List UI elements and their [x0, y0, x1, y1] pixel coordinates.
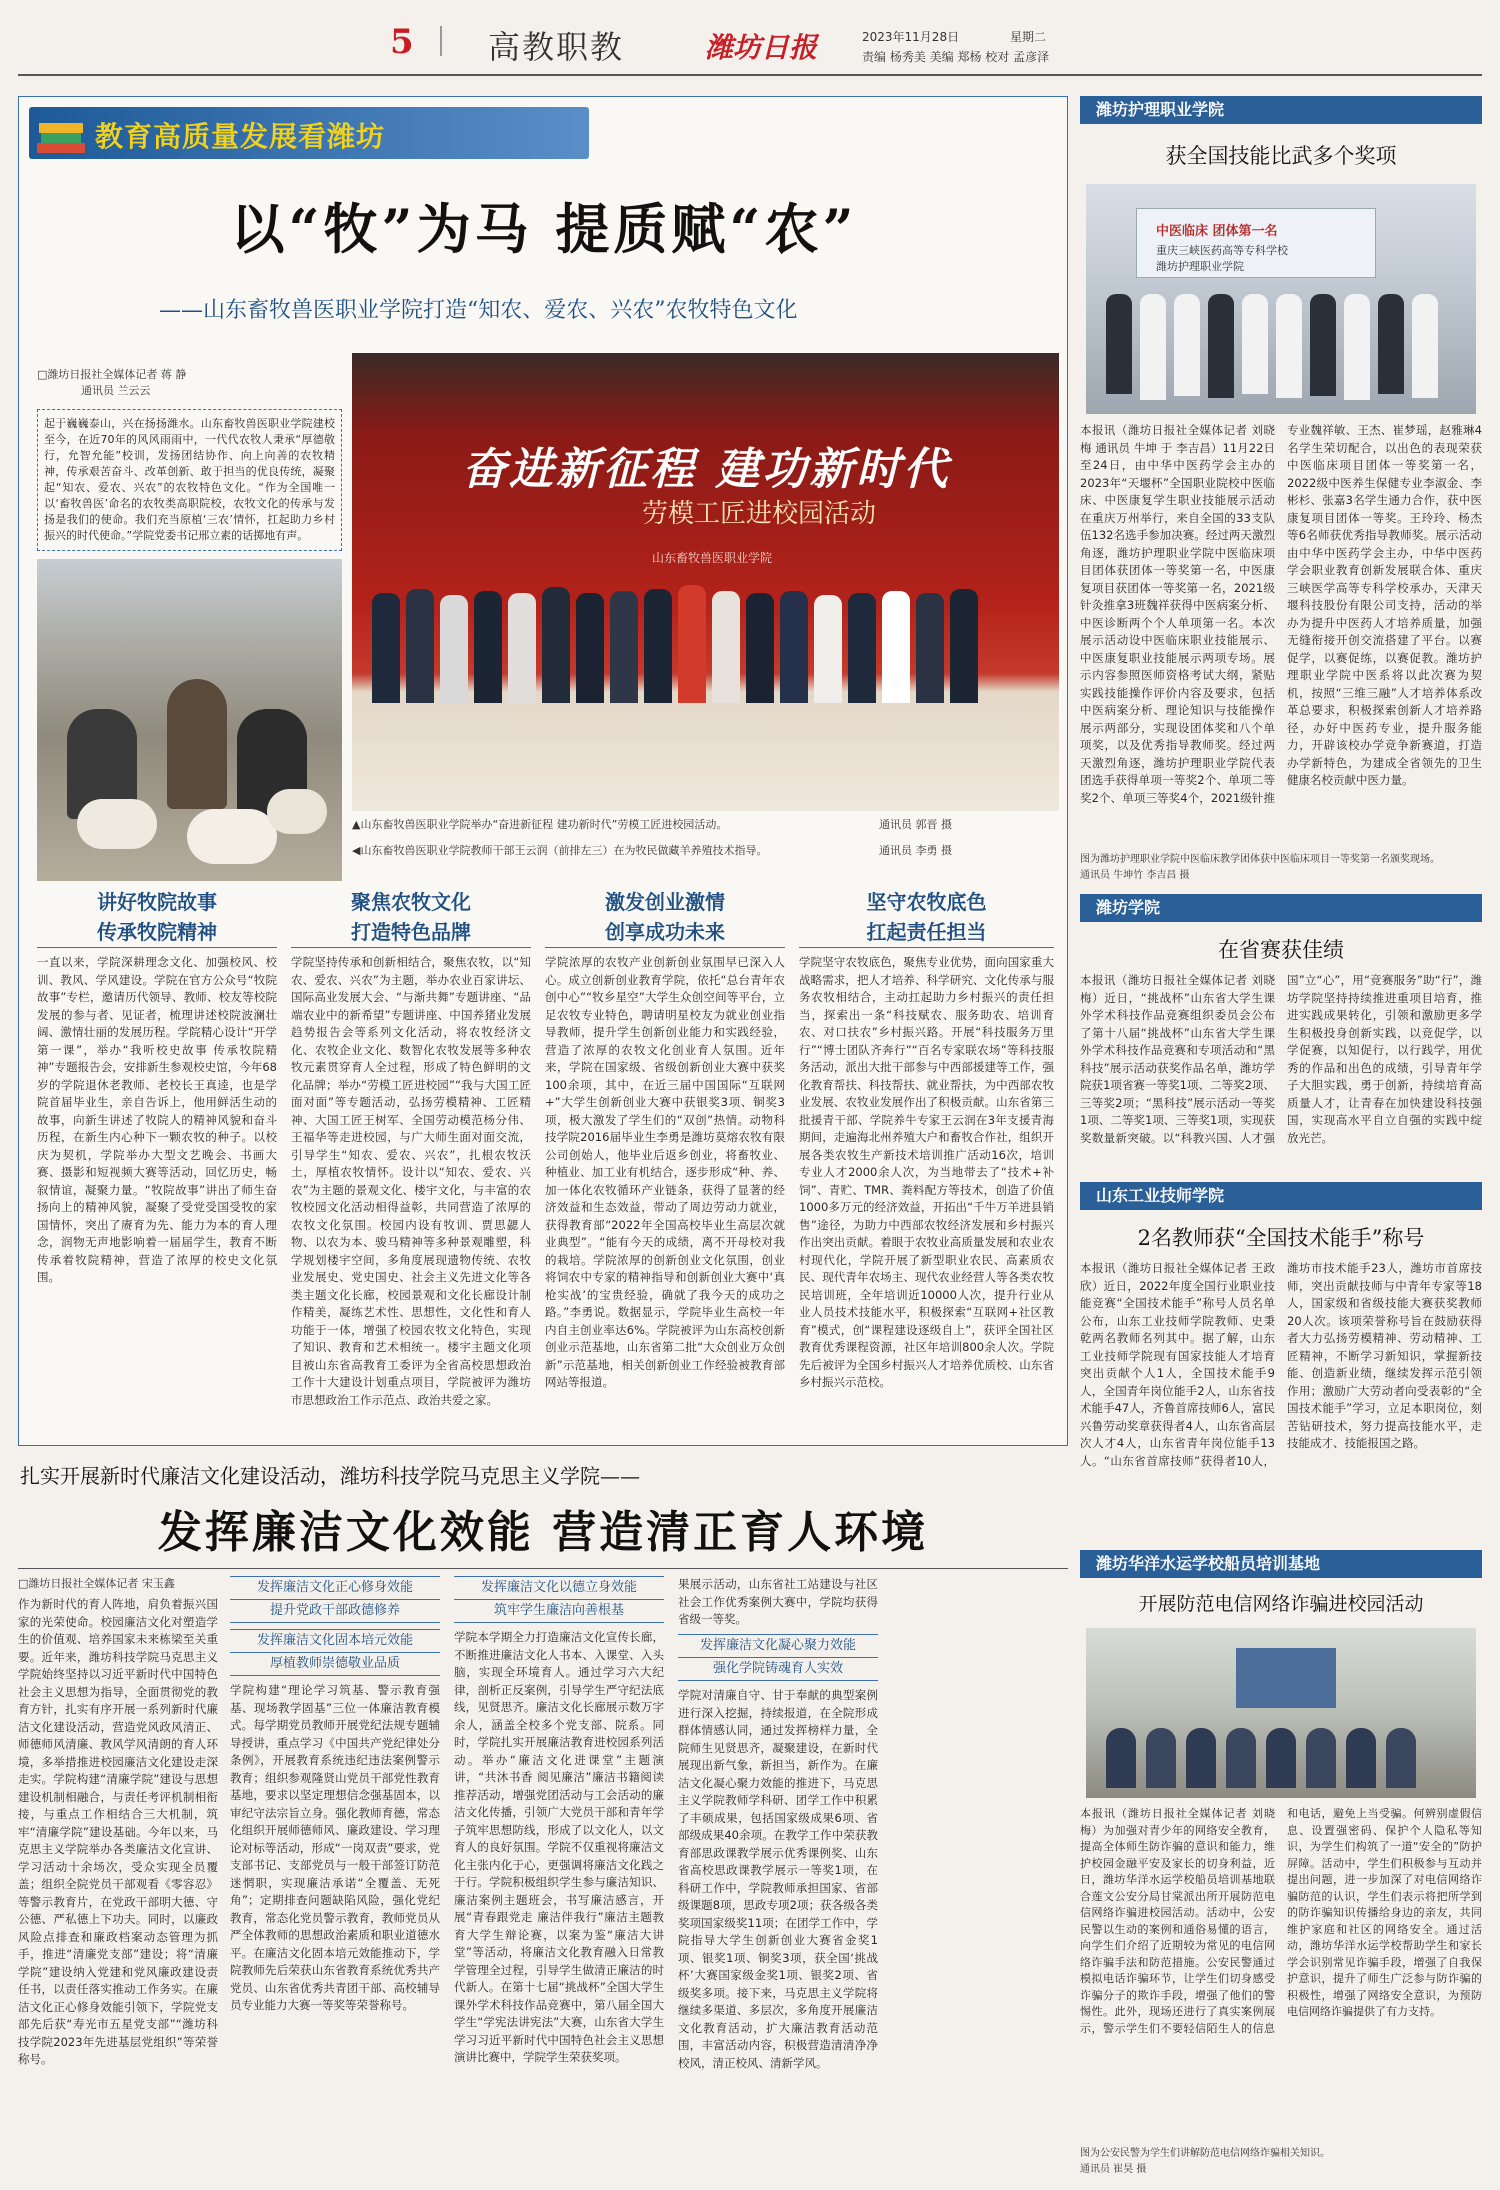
right4-classroom-photo	[1086, 1628, 1476, 1798]
sub-heading-1a: 发挥廉洁文化正心修身效能	[230, 1576, 440, 1600]
stage-banner-line2: 劳模工匠进校园活动	[642, 499, 877, 529]
sub-heading-1b: 提升党政干部政德修养	[230, 1600, 440, 1623]
col4-head-2: 扛起责任担当	[799, 917, 1054, 948]
bottom-text-2: 学院构建“理论学习筑基、警示教育强基、现场教学固基”三位一体廉洁教育模式。每学期党员教师开展党纪法规专题辅导授讲，重点学习《中国共产党纪律处分条例》，开展教育系统违纪违法案例警示教育；组织参观隆贤山党员干部党性教育基地，要求以坚定理想信念强基固本，以审纪守法宗旨立身。强化教师育德，常态化组织开展师德师风、廉政建设、学习理论对标等活动，形成“一岗双责”要求，党支部书记、支部党员与一般干部签订防范迷惘职，实现廉洁承诺“全覆盖、无死角”；定期排查问题缺陷风险，强化党纪教育，常态化党员警示教育，教师党员从严全体教师的思想政治素质和职业道德水平。在廉洁文化固本培元效能推动下，学院教师先后荣获山东省教育系统优秀共产党员、山东省优秀共青团干部、高校辅导员专业能力大赛一等奖等荣誉称号。	[230, 1683, 440, 2012]
lead-sheep-photo	[37, 559, 342, 881]
right2-title: 在省赛获佳绩	[1218, 938, 1344, 962]
right-column	[1080, 96, 1482, 2176]
paper-name: 潍坊日报	[705, 31, 818, 64]
page-number: 5	[390, 22, 414, 62]
lead-title: 以“牧”为马 提质赋“农”	[230, 197, 858, 261]
right1-award-photo	[1086, 184, 1476, 414]
section-tag-maritime-school: 潍坊华洋水运学校船员培训基地	[1080, 1550, 1482, 1578]
banner-text: 教育高质量发展看潍坊	[95, 120, 386, 153]
caption-1-credit: 通讯员 郭晋 摄	[879, 818, 952, 831]
byline-reporter: □潍坊日报社全媒体记者 蒋 静	[37, 368, 187, 381]
stage-banner-small: 山东畜牧兽医职业学院	[652, 551, 773, 565]
caption-1: ▲山东畜牧兽医职业学院举办“奋进新征程 建功新时代”劳模工匠进校园活动。	[352, 818, 728, 831]
weekday: 星期二	[1010, 30, 1047, 44]
right3-text: 本报讯（潍坊日报社全媒体记者 王政欣）近日，2022年度全国行业职业技能竞赛“全国技术能手”称号人员名单公布，山东工业技师学院教师、史秉乾两名教师名列其中。据了解，山东工业技师学院现有国家技能人才培育突出贡献个人1人，全国技术能手9人，全国青年岗位能手2人，山东省技术能手47人，齐鲁首席技师6人，富民兴鲁劳动奖章获得者4人，山东省高层次人才4人，山东省青年岗位能手13人。“山东省首席技师”获得者10人，潍坊市技术能手23人，潍坊市首席技师，突出贡献技师与中青年专家等18人，国家级和省级技能大赛获奖教师20人次。该项荣誉称号旨在鼓励获得者大力弘扬劳模精神、劳动精神、工匠精神，不断学习新知识，掌握新技能、创造新业绩，继续发挥示范引领作用；激励广大劳动者向受表彰的“全国技术能手”学习，立足本职岗位，刻苦钻研技术，努力提高技能水平，走技能成才、技能报国之路。	[1080, 1261, 1482, 1468]
col2-head-1: 聚焦农牧文化	[351, 890, 471, 914]
bottom-text-4: 学院对清廉自守、甘于奉献的典型案例进行深入挖掘，持续报道，在全院形成群体情感认同，通过发挥榜样力量，全院师生见贤思齐，凝聚建设，在新时代展现出新气象，新担当，新作为。在廉洁文化凝心聚力效能的推进下，马克思主义学院教师学科研、团学工作中积累了丰硕成果，包括国家级成果6项、省部级成果40余项。在教学工作中荣获教育部思政课教学展示优秀课例奖、山东省高校思政课教学展示一等奖1项，在科研工作中，学院教师承担国家、省部级课题8项，思政专项2项；获各级各类奖项国家级奖11项；在团学工作中，学院指导大学生创新创业大赛省金奖1项、银奖1项、铜奖3项，获全国‘挑战杯’大赛国家级金奖1项、银奖2项、省级奖多项。接下来，马克思主义学院将继续多渠道、多层次，多角度开展廉洁文化教育活动，扩大廉洁教育活动范围，丰富活动内容，积极营造清清净净校风，清正校风、清新学风。	[678, 1688, 878, 2070]
lead-column-2	[291, 887, 531, 1434]
bottom-kicker: 扎实开展新时代廉洁文化建设活动，潍坊科技学院马克思主义学院——	[20, 1464, 640, 1488]
bottom-text-5: 果展示活动，山东省社工站建设与社区社会工作优秀案例大赛中，学院均获得省级一等奖。	[678, 1577, 878, 1626]
right2-text: 本报讯（潍坊日报社全媒体记者 刘晓梅）近日，“挑战杯”山东省大学生课外学术科技作品竞赛组织委员会公布了第十八届“挑战杯”山东省大学生课外学术科技作品竞赛和专项活动和“黑科技”展示活动获奖作品名单，潍坊学院获1项省赛一等奖1项、二等奖2项、三等奖2项；“黑科技”展示活动一等奖1项、二等奖1项、三等奖1项，实现获奖数量新突破。以“科教兴国、人才强国”立“心”，用“竞赛服务”助“行”，潍坊学院坚持持续推进重项目培育，推进实践成果转化，引领和激励更多学生积极投身创新实践，以竞促学，以学促赛，以知促行，以行践学，用优秀的作品和出色的成绩，引导青年学子大胆实践，勇于创新，持续培育高质量人才，让青春在加快建设科技强国，实现高水平自立自强的实践中绽放光芒。	[1080, 973, 1482, 1145]
section-name: 高教职教	[488, 28, 625, 66]
col4-text: 学院坚守农牧底色，聚焦专业优势，面向国家重大战略需求，把人才培养、科学研究、文化传承与服务农牧相结合，主动扛起助力乡村振兴的责任担当，探索出一条“科技赋农、服务助农、培训育农、对口扶农”乡村振兴路。开展“科技服务万里行”“博士团队齐奔行”“百名专家联农场”等科技服务活动，派出大批干部参与中西部援建等工作，强化教育帮扶、科技帮扶、就业帮扶，为中西部农牧业发展、农牧业发展作出了积极贡献。山东省第三批援青干部、学院养牛专家王云润在3年支援青海期间，走遍海北州养殖大户和畜牧合作社，组织开展各类农牧生产新技术培训推广活动16次，培训专业人才2000余人次，为当地带去了“技术+补饲”、青贮、TMR、粪料配方等技术，创造了价值1000多万元的经济效益，开拓出“千牛万羊进县销售”途径，为助力中西部农牧经济发展和乡村振兴作出突出贡献。着眼于农牧业高质量发展和农业农村现代化，学院开展了新型职业农民、高素质农民、现代青年农场主、现代农业经营人等各类农牧民培训班，全年培训近10000人次，提升行业从业人员技术技能水平，积极探索“互联网+社区教育”模式，创“课程建设逐级自上”，获评全国社区教育优秀课程资源，社区年培训800余人次。学院先后被评为全国乡村振兴人才培养优质校、山东省乡村振兴示范校。	[799, 955, 1054, 1389]
col2-text: 学院坚持传承和创新相结合，聚焦农牧，以“知农、爱农、兴农”为主题，举办农业百家讲坛、国际高业发展大会、“与渐共舞”专题讲座、“品端农业中的新希望”专题讲座、中国养猪业发展趋势报告会等系列文化活动，将农牧经济文化、农牧企业文化、数智化农牧发展等多种农牧元素贯穿育人全过程，形成了特色鲜明的文化品牌；举办“劳模工匠进校园”“我与大国工匠面对面”等专题活动，弘扬劳模精神、工匠精神、大国工匠王树军、全国劳动模范杨分伟、王福华等走进校园，与广大师生面对面交流，引导学生“知农、爱农、兴农”，扎根农牧沃土，厚植农牧情怀。设计以“知农、爱农、兴农”为主题的景观文化、楼宇文化，与丰富的农牧校园文化活动相得益彰，共同营造了浓厚的农牧文化氛围。校园内设有牧训、贾思勰人物、以农为本、骏马精神等多种景观雕塑，科学规划楼宇空间，多角度展现遗物传统、农牧业发展史、党史国史、社会主义先进文化等各类主题文化长廊，校园景观和文化长廊设计制作精美，凝练艺术性、思想性，文化性和育人功能于一体，增强了校园农牧文化特色，实现了知识、教育和艺术相统一。楼宇主题文化项目被山东省高教育工委评为全省高校思想政治工作十大建设计划重点项目，学院被评为潍坊市思想政治工作示范点、政治共爱之家。	[291, 955, 531, 1407]
bottom-rule	[18, 1568, 1068, 1569]
lead-subtitle: ——山东畜牧兽医职业学院打造“知农、爱农、兴农”农牧特色文化	[159, 298, 798, 323]
lead-article	[18, 96, 1068, 1446]
col4-head-1: 坚守农牧底色	[866, 890, 987, 914]
right1-photo-credit: 图为潍坊护理职业学院中医临床教学团体获中医临床项目一等奖第一名颁奖现场。	[1080, 854, 1440, 865]
award-sign-3: 潍坊护理职业学院	[1156, 260, 1244, 273]
bottom-text-3: 学院本学期全力打造廉洁文化宣传长廊，不断推进廉洁文化人书本、入课堂、入头脑，实现全环境育人。通过学习六大纪律，剖析正反案例，引导学生严守纪法底线，见贤思齐。廉洁文化长廊展示数万字余人，涵盖全校多个党支部、院系。同时，学院扎实开展廉洁教育进校园系列活动。举办“廉洁文化进课堂”主题演讲，“共沐书香 阅见廉洁”廉洁书籍阅读推荐活动，增强党团活动与工会活动的廉洁文化传播，引领广大党员干部和青年学子筑牢思想防线，形成了以文化人，以文育人的良好氛围。学院不仅重视将廉洁文化主张内化于心，更强调将廉洁文化践之于行。学院积极组织学生参与廉洁知识、廉洁案例主题班会，书写廉洁感言，开展“青春跟党走 廉洁伴我行”廉洁主题教育大学生辩论赛，以案为鉴“廉洁大讲堂”等活动，将廉洁文化教育融入日常教学管理全过程，引导学生做清正廉洁的时代新人。在第十七届“挑战杯”全国大学生课外学术科技作品竞赛中，第八届全国大学生“学宪法讲宪法”大赛，山东省大学生学习习近平新时代中国特色社会主义思想演讲比赛中，学院学生荣获奖项。	[454, 1630, 664, 2064]
col3-text: 学院浓厚的农牧产业创新创业氛围早已深入人心。成立创新创业教育学院，依托“总台青年农创中心”“牧乡星空”大学生众创空间等平台，立足农牧专业特色，聘请明星校友为就业创业指导教师，提升学生创新创业能力和实践经验，营造了浓厚的农牧文化创业育人氛围。近年来，学院在国家级、省级创新创业大赛中获奖100余项，其中，在近三届中国国际“互联网+”大学生创新创业大赛中获银奖3项、铜奖3项，极大激发了学生们的“双创”热情。动物科技学院2016届毕业生李勇是潍坊莫熔农牧有限公司创始人，他毕业后返乡创业，将畜牧业、种植业、加工业有机结合，逐步形成“种、养、加一体化农牧循环产业链条，获得了显著的经济效益和生态效益，带动了周边劳动力就业，获得教育部“2022年全国高校毕业生高层次就业典型”。“能有今天的成绩，离不开母校对我的栽培。学院浓厚的创新创业文化氛围，创业将饲农中专家的精神指导和创新创业大赛中‘真枪实战’的宝贵经验，确就了我今天的成功之路。”李勇说。数据显示，学院毕业生高校一年内自主创业率达6%。学院被评为山东高校创新创业示范基地，山东省第二批“大众创业万众创新”示范基地，相关创新创业工作经验被教育部网站等报道。	[545, 955, 785, 1389]
col2-head-2: 打造特色品牌	[291, 917, 531, 948]
col1-head-2: 传承牧院精神	[37, 917, 277, 948]
sub-heading-4b: 强化学院铸魂育人实效	[678, 1658, 878, 1681]
right1-title: 获全国技能比武多个奖项	[1165, 144, 1397, 168]
sub-heading-4a: 发挥廉洁文化凝心聚力效能	[678, 1634, 878, 1658]
bottom-col-3	[454, 1576, 664, 2171]
bottom-byline: □潍坊日报社全媒体记者 宋玉鑫	[18, 1577, 175, 1590]
bottom-col-1	[18, 1576, 218, 2176]
stage-banner-line1: 奋进新征程 建功新时代	[462, 444, 951, 495]
bottom-text-1a: 作为新时代的育人阵地，肩负着振兴国家的光荣使命。校园廉洁文化对塑造学生的价值观、培养国家未来栋梁至关重要。近年来，潍坊科技学院马克思主义学院始终坚持以习近平新时代中国特色社会主义思想为指导，全面贯彻党的教育方针，扎实有序开展一系列新时代廉洁文化建设活动，营造党风政风清正、师德师风清廉、教风学风清朗的育人环境，多举措推进校园廉洁文化建设走深走实。学院构建“清廉学院”建设与思想建设机制相融合，与责任考评机制相衔接，与重点工作相结合三大机制，筑牢“清廉学院”建设基础。今年以来，马克思主义学院举办各类廉洁文化宣讲、学习活动十余场次，受众实现全员覆盖；组织全院党员干部观看《零容忍》等警示教育片，在党政干部明大德、守公德、严私德上下功夫。同时，以廉政风险点排查和廉政档案动态管理为抓手，推进“清廉党支部”建设；将“清廉学院”建设纳入党建和党风廉政建设责任书，以责任落实推动工作务实。在廉洁文化正心修身效能引领下，学院党支部先后获“寿光市五星党支部”“潍坊科技学院2023年先进基层党组织”等荣誉称号。	[18, 1597, 218, 2066]
section-tag-weifang-university: 潍坊学院	[1080, 894, 1482, 922]
col3-head-2: 创享成功未来	[545, 917, 785, 948]
header-divider	[440, 26, 442, 56]
bottom-col-4	[678, 1576, 878, 2167]
col1-head-1: 讲好牧院故事	[97, 890, 217, 914]
bottom-col-2	[230, 1576, 440, 2172]
issue-date: 2023年11月28日	[862, 30, 960, 44]
right4-text: 本报讯（潍坊日报社全媒体记者 刘晓梅）为加强对青少年的网络安全教育，提高全体师生防诈骗的意识和能力，维护校园金融平安及家长的切身利益，近日，潍坊华洋水运学校船员培训基地联合莲文公安分局甘棠派出所开展防范电信网络诈骗进校园活动。活动中，公安民警以生动的案例和通俗易懂的语言，向学生们介绍了近期较为常见的电信网络诈骗手法和防范措施。公安民警通过模拟电话诈骗环节，让学生们切身感受诈骗分子的欺诈手段，增强了他们的警惕性。此外，现场还进行了真实案例展示，警示学生们不要轻信陌生人的信息和电话，避免上当受骗。何辨别虚假信息、设置强密码、保护个人隐私等知识，为学生们构筑了一道“安全的”防护屏障。活动中，学生们积极参与互动并提出问题，进一步加深了对电信网络诈骗防范的认识，学生们表示将把所学到的防诈骗知识传播给身边的亲友，共同维护家庭和社区的网络安全。通过活动，潍坊华洋水运学校帮助学生和家长学会识别常见诈骗手段，增强了自我保护意识，提升了师生广泛参与防诈骗的积极性，增强了网络安全意识，为预防电信网络诈骗提供了有力支持。	[1080, 1807, 1482, 2035]
award-sign-2: 重庆三峡医药高等专科学校	[1156, 244, 1288, 257]
books-icon	[37, 113, 85, 153]
page-header	[0, 0, 1500, 78]
editors: 责编 杨秀美 美编 郑杨 校对 孟彦泽	[862, 50, 1050, 64]
right4-credit: 图为公安民警为学生们讲解防范电信网络诈骗相关知识。	[1080, 2148, 1330, 2159]
caption-2-credit: 通讯员 李勇 摄	[879, 844, 952, 857]
right4-title: 开展防范电信网络诈骗进校园活动	[1138, 1593, 1424, 1615]
lead-intro-box	[37, 409, 342, 551]
right1-text: 本报讯（潍坊日报社全媒体记者 刘晓梅 通讯员 牛坤 于 李吉昌）11月22日至24日，由中华中医药学会主办的2023年“天堰杯”全国职业院校中医临床、中医康复学生职业技能展示活动在重庆万州举行，来自全国的33支队伍132名选手参加决赛。经过两天激烈角逐，潍坊护理职业学院中医临床项目团体获团体一等奖第一名，中医康复项目获团体一等奖第一名，2021级针灸推拿3班魏祥获得中医病案分析、中医诊断两个个人单项第一名。本次展示活动设中医临床职业技能展示、中医康复职业技能展示两项专场。展示内容参照医师资格考试大纲，紧贴实践技能操作评价内容及要求，包括中医病案分析、理论知识与技能操作展示两部分，实现设团体奖和八个单项奖，以及优秀指导教师奖。经过两天激烈角逐，潍坊护理职业学院代表团选手获得单项一等奖2个、单项二等奖2个、单项三等奖4个，2021级针推专业魏祥敏、王杰、崔梦瑶，赵雅琳4名学生荣切配合，以出色的表现荣获中医临床项目团体一等奖第一名，2022级中医养生保健专业李淑金、李彬杉、张嘉3名学生通力合作，获中医康复项目团体一等奖。王玲玲、杨杰等6名师获优秀指导教师奖。展示活动由中华中医药学会主办，中华中医药学会职业教育创新发展联合体、重庆三峡医学高等专科学校承办，天津天堰科技股份有限公司支持，活动的举办为提升中医药人才培养质量，加强无缝衔接开创交流搭建了平台。以赛促学，以赛促练，以赛促教。潍坊护理职业学院中医系将以此次赛为契机，按照“三维三融”人才培养体系改革总要求，积极探索创新人才培养路径，办好中医药专业，提升服务能力，开辟该校办学竞争新赛道，打造办学新特色，为建成全省领先的卫生健康名校贡献中医力量。	[1080, 423, 1482, 805]
header-rule	[18, 74, 1482, 76]
caption-2: ◀山东畜牧兽医职业学院教师干部王云润（前排左三）在为牧民做藏羊养殖技术指导。	[352, 844, 768, 857]
lead-intro: 起于巍巍泰山，兴在扬扬潍水。山东畜牧兽医职业学院建校至今，在近70年的风风雨雨中，一代代农牧人秉承“厚德敬行，允智允能”校训，发扬团结协作、向上向善的农牧精神，传承艰苦奋斗、改革创新、敢于担当的优良传统，凝聚起“知农、爱农、兴农”的农牧特色文化。“作为全国唯一以‘畜牧兽医’命名的农牧类高职院校，农牧文化的传承与发扬是我们的使命。我们充当原植‘三农’情怀，扛起助力乡村振兴的时代使命。”学院党委书记邢立素的话掷地有声。	[44, 417, 335, 542]
bottom-article	[18, 1458, 1068, 2178]
section-tag-nursing: 潍坊护理职业学院	[1080, 96, 1482, 124]
group-of-people	[372, 583, 1032, 703]
section-tag-technician-college: 山东工业技师学院	[1080, 1182, 1482, 1210]
col3-head-1: 激发创业激情	[605, 890, 725, 914]
lead-column-1	[37, 887, 277, 1434]
lead-byline	[37, 367, 227, 399]
lead-column-3	[545, 887, 785, 1434]
right4-credit-2: 通讯员 崔昊 摄	[1080, 2164, 1147, 2175]
sub-heading-3a: 发挥廉洁文化以德立身效能	[454, 1576, 664, 1600]
sub-heading-2a: 发挥廉洁文化固本培元效能	[230, 1629, 440, 1653]
bottom-title: 发挥廉洁文化效能 营造清正育人环境	[157, 1507, 929, 1558]
sub-heading-2b: 厚植教师崇德敬业品质	[230, 1653, 440, 1676]
sub-heading-3b: 筑牢学生廉洁向善根基	[454, 1600, 664, 1623]
award-sign-1: 中医临床 团体第一名	[1156, 224, 1278, 239]
col1-text: 一直以来，学院深耕理念文化、加强校风、校训、教风、学风建设。学院在官方公众号“牧院故事”专栏，邀请历代领导、教师、校友等校院发展的参与者、见证者，梳理讲述校院波澜壮阔、激情壮丽的发展历程。学院精心设计“开学第一课”，举办“我听校史故事 传承牧院精神”专题报告会，安排新生参观校史馆，今年68岁的学院退休老教师、老校长王真逵，也是学院首届毕业生，亲自告诉上，他用鲜活生动的故事，向新生讲述了牧院人的精神风貌和奋斗历程，在新生内心种下一颗农牧的种子。以校庆为契机，学院举办大型文艺晚会、书画大赛、摄影和短视频大赛等活动，回忆历史，畅叙情谊，凝聚力量。“牧院故事”讲出了师生奋扬向上的精神风貌，凝聚了受党受国受牧的家国情怀，突出了赓育为先、能力为本的育人理念，润物无声地影响着一届届学生，教育不断传承着牧院精神，营造了浓厚的校史文化氛围。	[37, 955, 277, 1284]
lead-banner	[29, 107, 589, 159]
lead-column-4	[799, 887, 1054, 1434]
lead-stage-photo	[352, 353, 1059, 811]
right1-credit-2: 通讯员 牛坤竹 李吉昌 摄	[1080, 870, 1190, 881]
right3-title: 2名教师获“全国技术能手”称号	[1137, 1226, 1425, 1250]
byline-correspondent: 通讯员 兰云云	[81, 384, 151, 397]
